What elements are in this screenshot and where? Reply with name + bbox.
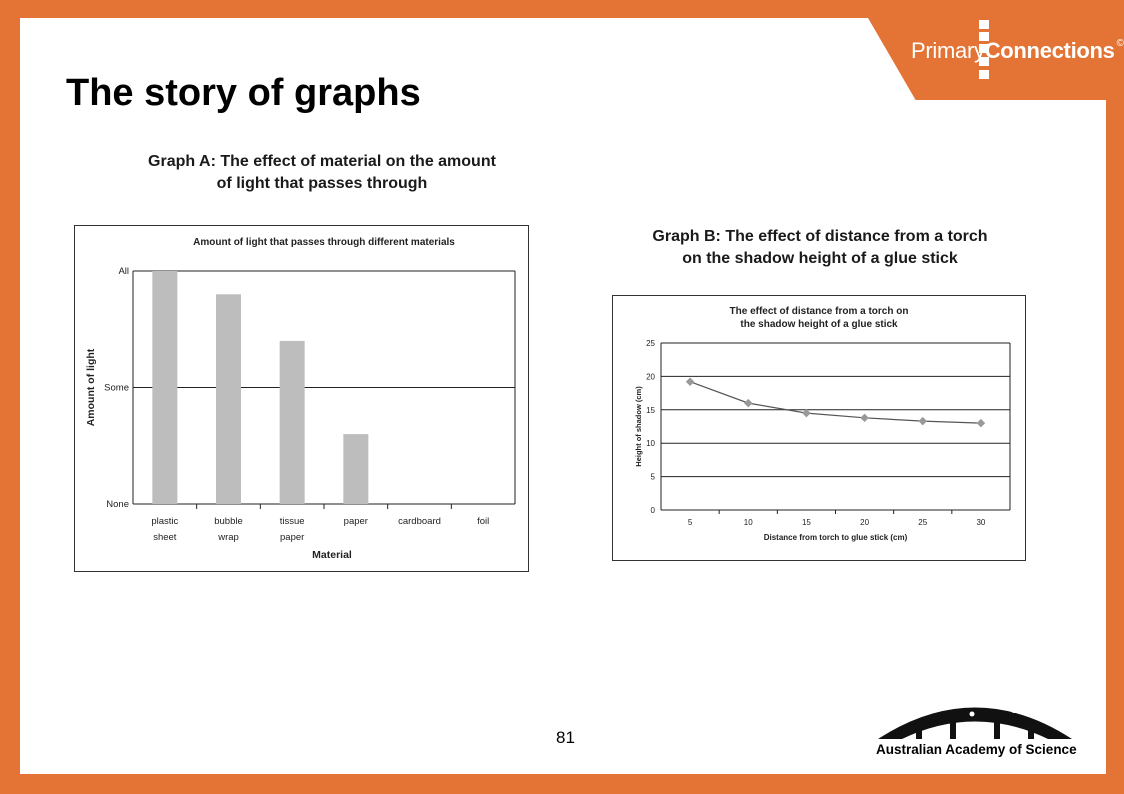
graph-a-heading-line1: Graph A: The effect of material on the amount — [148, 153, 496, 170]
y-tick-label: 15 — [646, 405, 655, 415]
y-tick-label: 0 — [650, 506, 655, 515]
primary-connections-logo — [911, 38, 1124, 64]
x-tick-label: wrap — [218, 532, 239, 543]
data-point — [919, 417, 927, 425]
x-tick-label: 25 — [918, 518, 928, 527]
chart-title: Amount of light that passes through different materials — [193, 237, 455, 248]
graph-b-heading-line2: on the shadow height of a glue stick — [682, 250, 958, 267]
x-tick-label: 5 — [687, 518, 693, 527]
y-tick-label: All — [118, 266, 129, 277]
graph-b-line-chart — [613, 296, 1025, 560]
series-line — [690, 382, 981, 423]
x-tick-label: foil — [477, 516, 490, 527]
brand-copyright: © — [1116, 38, 1124, 49]
chart-title-line2: the shadow height of a glue stick — [740, 319, 898, 330]
bar — [216, 294, 241, 504]
bar — [343, 434, 368, 504]
data-point — [744, 399, 752, 407]
data-point — [977, 419, 985, 427]
y-tick-label: 10 — [646, 439, 655, 449]
x-tick-label: 10 — [743, 518, 753, 527]
brand-connections: Connections — [984, 38, 1115, 63]
y-axis-label: Amount of light — [85, 348, 97, 427]
academy-label: Australian Academy of Science — [876, 742, 1077, 757]
x-tick-label: 15 — [801, 518, 811, 527]
x-axis-label: Distance from torch to glue stick (cm) — [763, 533, 908, 542]
x-tick-label: sheet — [153, 532, 177, 543]
graph-a-bar-chart — [75, 226, 528, 571]
graph-a-frame — [74, 225, 529, 572]
y-tick-label: None — [106, 499, 129, 510]
x-tick-label: 20 — [860, 518, 870, 527]
graph-b-heading-line1: Graph B: The effect of distance from a torch — [652, 228, 988, 245]
bar — [280, 341, 305, 504]
bar — [152, 271, 177, 504]
x-tick-label: cardboard — [398, 516, 441, 527]
page-number: 81 — [556, 728, 575, 747]
y-axis-label: Height of shadow (cm) — [634, 386, 643, 467]
x-tick-label: paper — [280, 532, 305, 543]
graph-a-heading-line2: of light that passes through — [216, 175, 428, 192]
x-tick-label: tissue — [279, 516, 305, 527]
y-tick-label: 25 — [646, 339, 655, 348]
x-tick-label: bubble — [214, 516, 243, 527]
graph-a-heading — [108, 151, 536, 195]
x-tick-label: 30 — [976, 518, 986, 527]
graph-b-heading — [620, 226, 1020, 270]
x-tick-label: plastic — [151, 516, 179, 527]
x-axis-label: Material — [312, 549, 352, 561]
y-tick-label: 20 — [646, 372, 655, 382]
brand-primary: Primary — [911, 38, 985, 63]
y-tick-label: 5 — [650, 472, 655, 482]
page-title: The story of graphs — [66, 72, 421, 114]
data-point — [686, 378, 694, 386]
data-point — [860, 414, 868, 422]
y-tick-label: Some — [104, 382, 129, 394]
chart-title-line1: The effect of distance from a torch on — [729, 306, 909, 317]
x-tick-label: paper — [343, 516, 368, 527]
graph-b-frame — [612, 295, 1026, 561]
